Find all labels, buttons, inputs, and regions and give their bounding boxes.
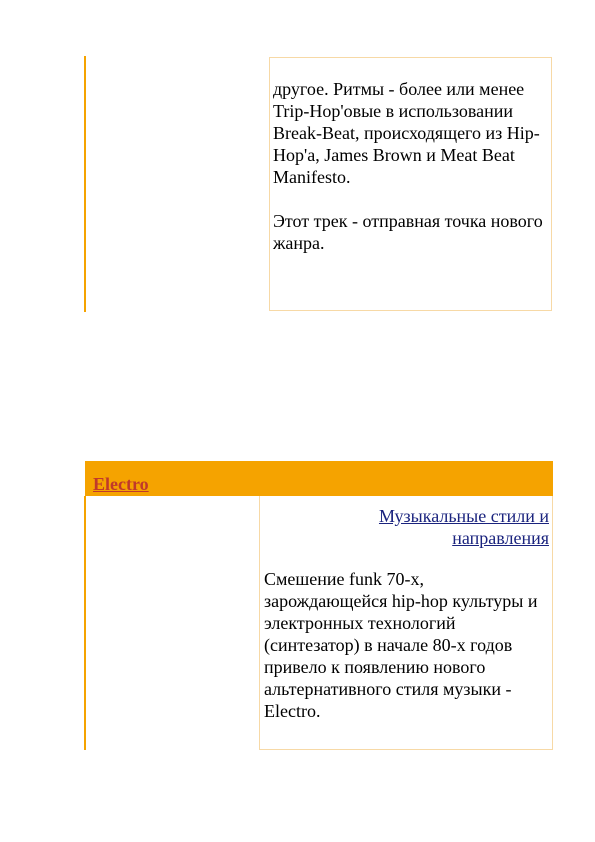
electro-title-link[interactable]: Electro: [93, 474, 149, 494]
electro-header-bar: [85, 461, 553, 496]
top-paragraph-1: другое. Ритмы - более или менее Trip-Hop'овые в использовании Break-Beat, происходящего из Hip-Hop'а, James Brown и Meat Beat Manifesto.: [273, 79, 540, 187]
top-text-block: [273, 78, 543, 254]
top-paragraph-2: Этот трек - отправная точка нового жанра.: [273, 211, 543, 253]
music-styles-link[interactable]: Музыкальные стили и направления: [378, 506, 549, 548]
top-left-rule: [84, 56, 86, 312]
electro-description: Смешение funk 70-х, зарождающейся hip-hop культуры и электронных технологий (синтезатор) в начале 80-х годов привело к появлению нового альтернативного стиля музыки - Electro.: [264, 569, 538, 721]
electro-left-rule: [84, 496, 86, 750]
